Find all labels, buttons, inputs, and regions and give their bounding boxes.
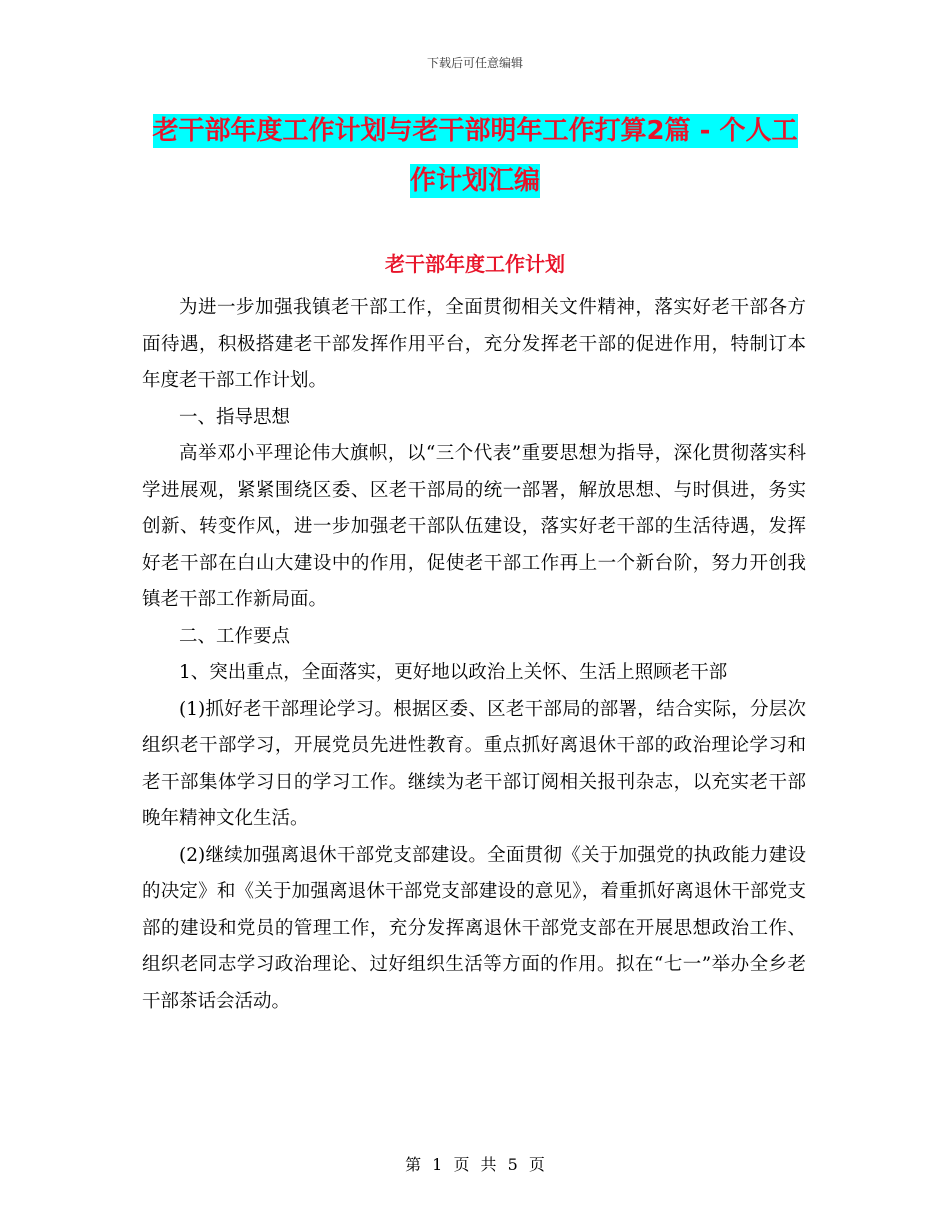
paragraph-intro: 为进一步加强我镇老干部工作，全面贯彻相关文件精神，落实好老干部各方面待遇，积极搭建老干部发挥作用平台，充分发挥老干部的促进作用，特制订本年度老干部工作计划。 [142, 297, 806, 391]
heading-guiding-thought: 一、指导思想 [179, 406, 291, 428]
document-body [142, 290, 806, 1020]
paragraph-point-1-1: (1)抓好老干部理论学习。根据区委、区老干部局的部署，结合实际，分层次组织老干部学习，开展党员先进性教育。重点抓好离退休干部的政治理论学习和老干部集体学习日的学习工作。继续为老干部订阅相关报刊杂志，以充实老干部晚年精神文化生活。 [142, 698, 806, 829]
header-note: 下载后可任意编辑 [426, 56, 523, 70]
page-footer: 第 1 页 共 5 页 [405, 1155, 545, 1174]
paragraph-point-1: 1、突出重点，全面落实，更好地以政治上关怀、生活上照顾老干部 [179, 662, 728, 683]
document-title-text: 老干部年度工作计划与老干部明年工作打算2篇 - 个人工作计划汇编 [152, 116, 798, 196]
paragraph-point-1-2: (2)继续加强离退休干部党支部建设。全面贯彻《关于加强党的执政能力建设的决定》和《关于加强离退休干部党支部建设的意见》，着重抓好离退休干部党支部的建设和党员的管理工作，充分发挥离退休干部党支部在开展思想政治工作、组织老同志学习政治理论、过好组织生活等方面的作用。拟在“七一”举办全乡老干部茶话会活动。 [142, 844, 806, 1012]
paragraph-guiding-thought: 高举邓小平理论伟大旗帜，以“三个代表”重要思想为指导，深化贯彻落实科学进展观，紧紧围绕区委、区老干部局的统一部署，解放思想、与时俱进，务实创新、转变作风，进一步加强老干部队伍建设，落实好老干部的生活待遇，发挥好老干部在白山大建设中的作用，促使老干部工作再上一个新台阶，努力开创我镇老干部工作新局面。 [142, 443, 806, 610]
heading-work-points: 二、工作要点 [179, 625, 291, 647]
section-title: 老干部年度工作计划 [385, 252, 565, 276]
document-title [140, 106, 810, 206]
